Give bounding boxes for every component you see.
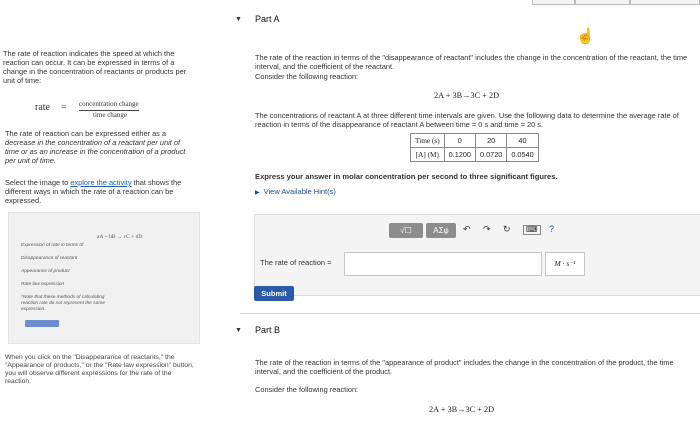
undo-icon[interactable]: ↶ bbox=[463, 224, 471, 234]
part-b-description: The rate of the reaction in terms of the "appearance of product" includes the change in the concentration of the product, the time interval, and the coefficient of the product. bbox=[255, 358, 674, 377]
submit-button[interactable]: Submit bbox=[254, 286, 294, 301]
concentration-table bbox=[410, 133, 539, 162]
collapse-part-b-icon[interactable]: ▼ bbox=[235, 327, 242, 334]
part-a-consider: Consider the following reaction: bbox=[255, 72, 359, 81]
help-button[interactable]: ? bbox=[549, 224, 555, 234]
rate-explanation: The rate of reaction can be expressed either as a decrease in the concentration of a reactant per unit of time or as an increase in the concentration of a product per unit of time. bbox=[5, 129, 186, 165]
pointer-hand-icon: ☝ bbox=[576, 28, 595, 45]
units-field: M · s⁻¹ bbox=[545, 252, 585, 276]
formula-numerator: concentration change bbox=[79, 100, 139, 111]
time-cell: 0 bbox=[444, 134, 475, 148]
rate-formula bbox=[35, 100, 165, 124]
answer-label: The rate of reaction = bbox=[260, 258, 332, 267]
answer-row bbox=[260, 252, 695, 276]
answer-input[interactable] bbox=[344, 252, 542, 276]
sim-row-heading: Expression of rate in terms of bbox=[21, 243, 84, 248]
time-header: Time (s) bbox=[411, 134, 445, 148]
formula-lhs: rate bbox=[35, 102, 50, 113]
part-divider bbox=[240, 313, 700, 314]
table-row bbox=[411, 148, 539, 162]
table-row bbox=[411, 134, 539, 148]
formula-denominator: time change bbox=[93, 111, 128, 119]
math-toolbar bbox=[389, 223, 569, 239]
concentration-header: [A] (M) bbox=[411, 148, 445, 162]
part-b-reaction: 2A + 3B→3C + 2D bbox=[429, 405, 495, 414]
part-a-title: Part A bbox=[255, 14, 280, 24]
templates-button[interactable]: √☐ bbox=[389, 223, 423, 238]
hint-label: View Available Hint(s) bbox=[263, 187, 336, 196]
time-cell: 20 bbox=[476, 134, 507, 148]
sim-equation: aA + bB → cC + dD bbox=[97, 234, 143, 240]
sim-row-rate-law: Rate law expression bbox=[21, 282, 65, 287]
sim-row-appearance: Appearance of product bbox=[21, 269, 70, 274]
part-b-title: Part B bbox=[255, 325, 281, 335]
sim-button bbox=[25, 320, 59, 327]
answer-format-instruction: Express your answer in molar concentration per second to three significant figures. bbox=[255, 172, 558, 181]
answer-area bbox=[254, 214, 700, 296]
collapse-part-a-icon[interactable]: ▼ bbox=[235, 16, 242, 23]
intro-text: The rate of reaction indicates the speed at which the reaction can occur. It can be expressed in terms of a change in the concentration of reactants or products per unit of time: bbox=[3, 49, 187, 85]
explore-activity-link[interactable]: explore the activity bbox=[70, 178, 132, 187]
sim-note: *Note that these methods of calculating reaction rate do not represent the same expression. bbox=[21, 295, 105, 312]
concentration-cell: 0.0720 bbox=[476, 148, 507, 162]
activity-note: When you click on the "Disappearance of reactants," the "Appearance of products," or the "Rate law expression" button, you will observe different expressions for the rate of the reaction. bbox=[5, 354, 194, 385]
symbols-button[interactable]: AΣφ bbox=[426, 223, 456, 238]
concentration-cell: 0.1200 bbox=[444, 148, 475, 162]
reset-icon[interactable]: ↻ bbox=[503, 224, 511, 234]
data-instructions: The concentrations of reactant A at three different time intervals are given. Use the following data to determine the average rate of reaction in terms of the disappearance of reactant A between time = 0 s and time = 20 s. bbox=[255, 111, 679, 130]
redo-icon[interactable]: ↷ bbox=[483, 224, 491, 234]
part-a-reaction: 2A + 3B→3C + 2D bbox=[434, 91, 500, 100]
formula-equals: = bbox=[61, 102, 67, 113]
part-b-consider: Consider the following reaction: bbox=[255, 385, 359, 394]
view-hints-link[interactable] bbox=[255, 187, 336, 196]
activity-instruction: Select the image to explore the activity that shows the different ways in which the rate of a reaction can be expressed. bbox=[5, 178, 182, 205]
part-a-description: The rate of the reaction in terms of the "disappearance of reactant" includes the change in the concentration of the reactant, the time interval, and the coefficient of the reactant. bbox=[255, 53, 688, 72]
concentration-cell: 0.0540 bbox=[507, 148, 538, 162]
expand-hint-icon: ▶ bbox=[255, 190, 260, 196]
time-cell: 40 bbox=[507, 134, 538, 148]
activity-image[interactable] bbox=[8, 212, 200, 344]
sim-row-disappearance: Disappearance of reactant bbox=[21, 256, 78, 261]
question-panel bbox=[212, 0, 700, 424]
keyboard-icon[interactable]: ⌨ bbox=[523, 225, 541, 235]
